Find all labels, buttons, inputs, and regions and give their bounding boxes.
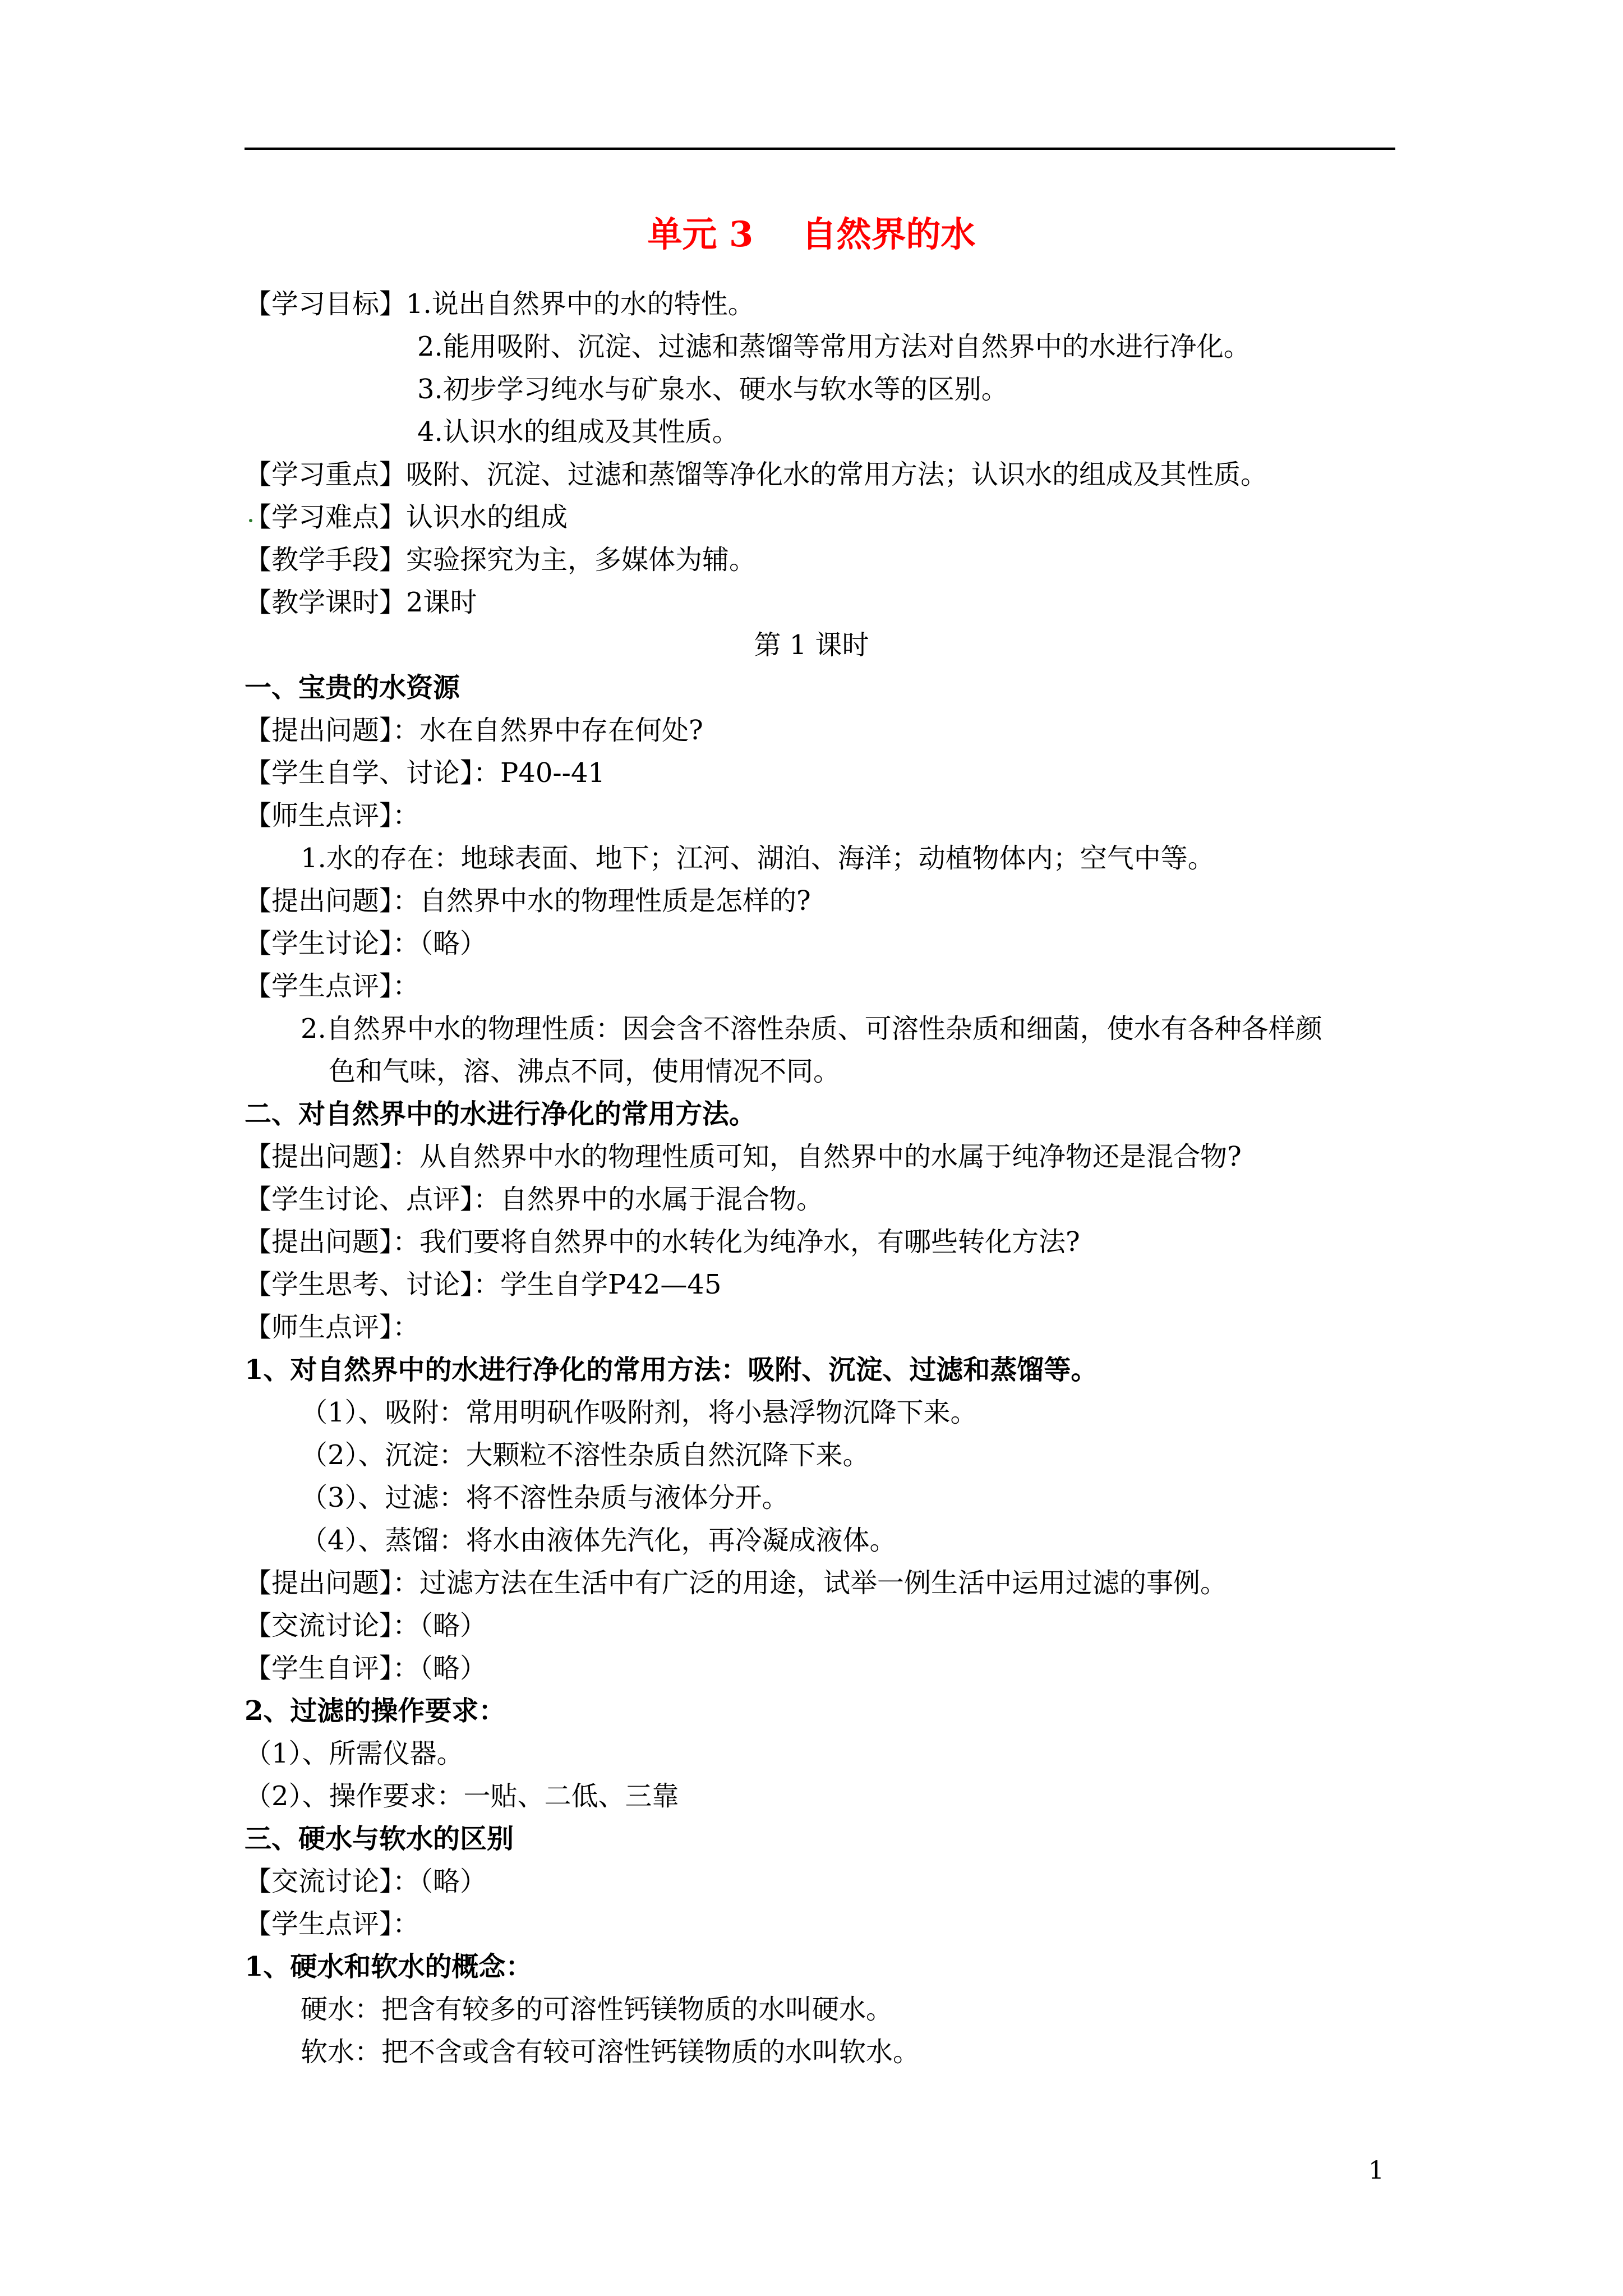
section-heading-2: 二、对自然界中的水进行净化的常用方法。 — [245, 1098, 757, 1130]
subsection-heading: 1、对自然界中的水进行净化的常用方法：吸附、沉淀、过滤和蒸馏等。 — [245, 1354, 1098, 1386]
text-line: 【提出问题】：我们要将自然界中的水转化为纯净水，有哪些转化方法? — [245, 1226, 1080, 1258]
difficult-points: 【学习难点】认识水的组成 — [245, 501, 568, 533]
subsection-heading: 2、过滤的操作要求： — [245, 1695, 506, 1727]
text-line: 【学生讨论、点评】：自然界中的水属于混合物。 — [245, 1184, 824, 1215]
page-number: 1 — [1368, 2156, 1384, 2185]
text-line: 2.自然界中水的物理性质：因会含不溶性杂质、可溶性杂质和细菌，使水有各种各样颜 — [301, 1013, 1322, 1045]
teaching-hours: 【教学课时】2课时 — [245, 587, 477, 618]
list-item: （1）、吸附：常用明矾作吸附剂，将小悬浮物沉降下来。 — [301, 1397, 978, 1428]
text-line: 【提出问题】：过滤方法在生活中有广泛的用途，试举一例生活中运用过滤的事例。 — [245, 1567, 1228, 1599]
objective-2: 2.能用吸附、沉淀、过滤和蒸馏等常用方法对自然界中的水进行净化。 — [417, 331, 1251, 362]
text-line: 【师生点评】： — [245, 800, 420, 831]
list-item: （2）、操作要求：一贴、二低、三靠 — [245, 1780, 679, 1812]
text-line: 【学生思考、讨论】：学生自学P42—45 — [245, 1269, 722, 1300]
text-line: 【学生自学、讨论】：P40--41 — [245, 757, 605, 789]
text-line: 【师生点评】： — [245, 1312, 420, 1343]
list-item: （3）、过滤：将不溶性杂质与液体分开。 — [301, 1482, 789, 1513]
definition-soft-water: 软水：把不含或含有较可溶性钙镁物质的水叫软水。 — [301, 2036, 920, 2068]
text-line: 1.水的存在：地球表面、地下；江河、湖泊、海洋；动植物体内；空气中等。 — [301, 843, 1215, 874]
text-line: 【提出问题】：从自然界中水的物理性质可知，自然界中的水属于纯净物还是混合物? — [245, 1141, 1242, 1172]
text-line: 【交流讨论】：（略） — [245, 1610, 487, 1641]
section-heading-1: 一、宝贵的水资源 — [245, 672, 460, 703]
list-item: （4）、蒸馏：将水由液体先汽化，再冷凝成液体。 — [301, 1525, 897, 1556]
document-title: 单元 3 自然界的水 — [647, 214, 976, 255]
subsection-heading: 1、硬水和软水的概念： — [245, 1951, 533, 1982]
text-line: 【提出问题】：水在自然界中存在何处? — [245, 715, 703, 746]
definition-hard-water: 硬水：把含有较多的可溶性钙镁物质的水叫硬水。 — [301, 1994, 893, 2025]
text-line: 【学生点评】： — [245, 970, 420, 1002]
list-item: （1）、所需仪器。 — [245, 1738, 464, 1769]
header-rule — [245, 148, 1395, 150]
text-line: 【学生自评】：（略） — [245, 1653, 487, 1684]
text-line: 【学生讨论】：（略） — [245, 928, 487, 959]
section-heading-3: 三、硬水与软水的区别 — [245, 1823, 514, 1855]
text-line: 色和气味，溶、沸点不同，使用情况不同。 — [329, 1056, 841, 1087]
text-line: 【交流讨论】：（略） — [245, 1866, 487, 1897]
objective-1: 【学习目标】1.说出自然界中的水的特性。 — [245, 288, 755, 320]
teaching-means: 【教学手段】实验探究为主，多媒体为辅。 — [245, 544, 757, 576]
lesson-heading: 第 1 课时 — [754, 629, 869, 661]
key-points: 【学习重点】吸附、沉淀、过滤和蒸馏等净化水的常用方法；认识水的组成及其性质。 — [245, 459, 1268, 490]
objective-3: 3.初步学习纯水与矿泉水、硬水与软水等的区别。 — [417, 374, 1008, 405]
text-line: 【学生点评】： — [245, 1908, 420, 1940]
objective-4: 4.认识水的组成及其性质。 — [417, 416, 739, 448]
text-line: 【提出问题】：自然界中水的物理性质是怎样的? — [245, 885, 811, 917]
list-item: （2）、沉淀：大颗粒不溶性杂质自然沉降下来。 — [301, 1439, 870, 1471]
